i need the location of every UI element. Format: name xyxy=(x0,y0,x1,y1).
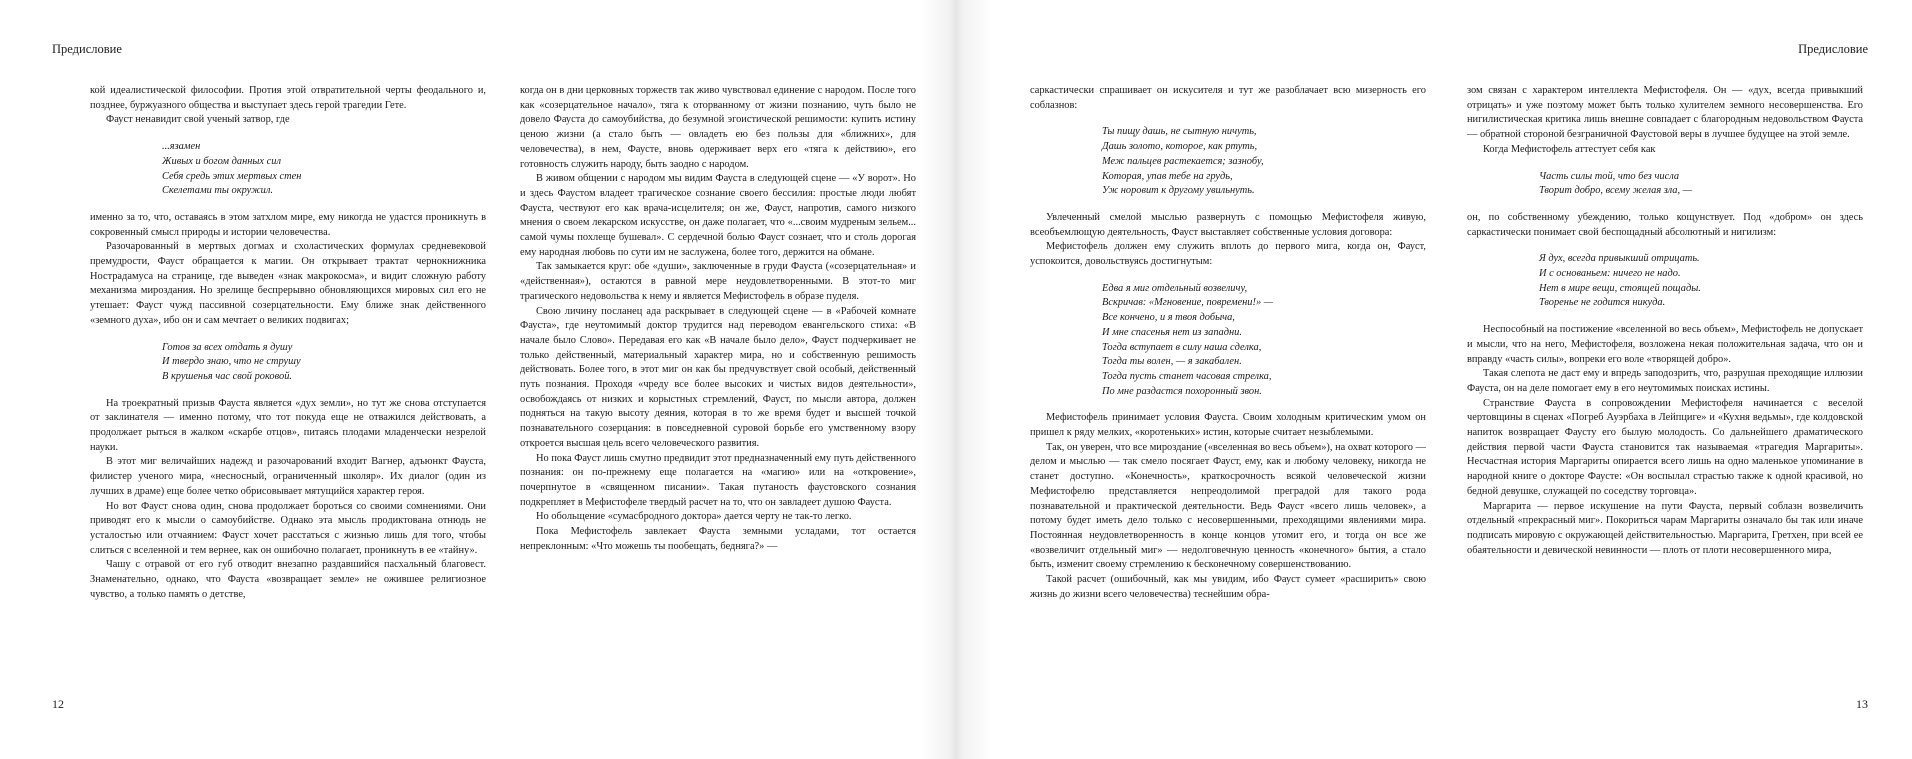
paragraph: Когда Мефистофель аттестует себя как xyxy=(1483,143,1656,155)
paragraph: Но обольщение «сумасбродного доктора» дается черту не так-то легко. xyxy=(536,511,852,523)
paragraph: Свою личину посланец ада раскрывает в следующей сцене — в «Рабочей комнате Фауста», где неутомимый доктор трудится над переводом евангельского стиха: «В начале было Слово». Передавая его как «В начале было дело», Фауст подчеркивает не только действенный, материальный характер мира, но и собственную решимость действовать. Более того, в этот миг он как бы предчувствует свой особый, действенный путь познания. Проходя «чреду все более высоких и чистых видов деятельности», освобождаясь от низких и корыстных стремлений, Фауст, по мысли автора, должен подняться на такую высоту деяния, которая в то же время будет и высшей точкой познавательного созерцания: в повседневной суровой борьбе его умственному взору откроется высшая цель всего человеческого развития. xyxy=(520,305,916,449)
verse-quote xyxy=(162,341,486,385)
verse-line: Нет в мире вещи, стоящей пощады. xyxy=(1539,282,1701,294)
book-gutter-shadow xyxy=(920,0,992,759)
page-number: 12 xyxy=(52,697,64,711)
paragraph: Разочарованный в мертвых догмах и схоластических формулах средневековой премудрости, Фауст обращается к магии. Он открывает трактат чернокнижника Нострадамуса на странице, где выведен «знак макрокосма», и видит сложную работу механизма мироздания. Но зрелище беспрерывно обновляющихся мировых сил его не утешает: Фауст чужд пассивной созерцательности. Ему ближе знак действенного «земного духа», ибо он и сам мечтает о великих подвигах; xyxy=(90,241,486,326)
paragraph: Такой расчет (ошибочный, как мы увидим, ибо Фауст сумеет «расширить» свою жизнь до жизни всего человечества) теснейшим обра- xyxy=(1030,574,1426,600)
paragraph: саркастически спрашивает он искусителя и тут же разоблачает всю мизерность его соблазнов: xyxy=(1030,85,1426,111)
verse-quote xyxy=(1539,252,1863,311)
verse-line: Едва я миг отдельный возвеличу, xyxy=(1102,282,1248,294)
verse-line: Тогда вступает в силу наша сделка, xyxy=(1102,341,1262,353)
page-number: 13 xyxy=(1856,697,1868,711)
verse-line: В крушенья час свой роковой. xyxy=(162,370,292,382)
paragraph: В этот миг величайших надежд и разочарований входит Вагнер, адъюнкт Фауста, филистер ученого мира, «несносный, ограниченный школяр». Их диалог (один из лучших в драме) еще более четко обрисовывает мятущийся характер героя. xyxy=(90,456,486,497)
paragraph: Странствие Фауста в сопровождении Мефистофеля начинается с веселой чертовщины в сценах «Погреб Ауэрбаха в Лейпциге» и «Кухня ведьмы», где колдовской напиток возвращает Фаусту его былую молодость. Со дальнейшего драматического действия первой части Фауста становится так называемая «трагедия Маргариты». Несчастная история Маргариты опирается всего лишь на одно маленькое упоминание в народной книге о докторе Фаусте: «Он воспылал страстью также к одной красивой, но бедной девушке, служащей по соседству торговца». xyxy=(1467,397,1863,497)
text-column-2 xyxy=(1467,84,1863,679)
paragraph: В живом общении с народом мы видим Фауста в следующей сцене — «У ворот». Но и здесь Фаустом владеет трагическое сознание своего бессилия: простые люди любят Фауста, чествуют его как врача-исцелителя; он же, Фауст, напротив, самого низкого мнения о своем лекарском искусстве, он даже полагает, что «...своим мудреным зельем... самой чумы похлеще бушевал». С сердечной болью Фауст сознает, что и столь дорогая ему народная любовь по сути им не заслужена, более того, держится на обмане. xyxy=(520,173,916,258)
verse-line: Себя средь этих мертвых стен xyxy=(162,170,302,182)
paragraph: когда он в дни церковных торжеств так живо чувствовал единение с народом. После того как «созерцательное начало», тяга к оторванному от жизни познанию, чуть было не довело Фауста до самоубийства, до безумной эгоистической решимости: купить истину ценою жизни (а стало быть — овладеть ею без пользы для «ближних», для человечества), в нем, Фаусте, вновь одерживает верх его «тяга к действию», его готовность служить народу, быть заодно с народом. xyxy=(520,85,916,170)
text-column-2 xyxy=(520,84,916,679)
verse-line: И с основаньем: ничего не надо. xyxy=(1539,268,1681,280)
verse-line: Все кончено, и я твоя добыча, xyxy=(1102,312,1235,324)
paragraph: Увлеченный смелой мыслью развернуть с помощью Мефистофеля живую, всеобъемлющую деятельность, Фауст выставляет собственные условия договора: xyxy=(1030,211,1426,238)
verse-quote xyxy=(162,140,486,199)
paragraph: Такая слепота не даст ему и впредь заподозрить, что, разрушая преходящие иллюзии Фауста, он на деле помогает ему в его неутомимых поисках истины. xyxy=(1467,368,1863,394)
text-column-1 xyxy=(1030,84,1426,679)
verse-line: ...язамен xyxy=(162,141,201,153)
text-column-1 xyxy=(90,84,486,679)
verse-line: Я дух, всегда привыкший отрицать. xyxy=(1539,253,1700,265)
paragraph: Пока Мефистофель завлекает Фауста земными усладами, тот остается непреклонным: «Что можешь ты пообещать, бедняга?» — xyxy=(520,526,916,552)
verse-line: По мне раздастся похоронный звон. xyxy=(1102,385,1262,397)
paragraph: Мефистофель принимает условия Фауста. Своим холодным критическим умом он пришел к ряду мелких, «коротеньких» истин, которые считает незыблемыми. xyxy=(1030,412,1426,439)
paragraph: Так, он уверен, что все мироздание («вселенная во весь объем»), на охват которого — делом и мыслью — так смело посягает Фауст, ему, как и любому человеку, никогда не станет доступно. «Конечность», краткосрочность всякой человеческой жизни Мефистофелю представляется непреодолимой преградой для такого рода познавательной и практической деятельности. Ведь Фауст «всего лишь человек», а потому будет иметь дело только с несовершенными, преходящими явлениями мира. Постоянная неудовлетворенность в конце концов утомит его, и тогда он все же «возвеличит отдельный миг» — недолговечную ценность «конечного» бытия, а стало быть, изменит своему стремлению к бесконечному совершенствованию. xyxy=(1030,441,1426,571)
right-page xyxy=(956,0,1912,759)
verse-line: Готов за всех отдать я душу xyxy=(162,341,293,353)
verse-line: И твердо знаю, что не струшу xyxy=(162,356,301,368)
running-head: Предисловие xyxy=(52,42,122,56)
verse-line: Творенье не годится никуда. xyxy=(1539,297,1666,309)
paragraph: зом связан с характером интеллекта Мефистофеля. Он — «дух, всегда привыкший отрицать» и уже поэтому может быть только хулителем земного несовершенства. Его нигилистическая критика лишь внешне совпадает с благородным недовольством Фауста — обратной стороной безграничной Фаустовой веры в лучшее будущее на этой земле. xyxy=(1467,85,1863,141)
verse-line: Меж пальцев растекается; зазнобу, xyxy=(1102,155,1264,167)
verse-line: Живых и богом данных сил xyxy=(162,155,281,167)
paragraph: Но пока Фауст лишь смутно предвидит этот предназначенный ему путь действенного познания: он по-прежнему еще полагается на «магию» или на «откровение», почерпнутое в «священном писании». Такая путаность фаустовского сознания подкрепляет в Мефистофеле твердый расчет на то, что он завладеет душою Фауста. xyxy=(520,452,916,508)
verse-line: Ты пищу дашь, не сытную ничуть, xyxy=(1102,126,1257,138)
verse-line: Тогда ты волен, — я закабален. xyxy=(1102,356,1242,368)
paragraph: Фауст ненавидит свой ученый затвор, где xyxy=(106,114,290,126)
verse-quote xyxy=(1102,282,1426,400)
paragraph: он, по собственному убеждению, только кощунствует. Под «добром» он здесь саркастически понимает свой беспощадный абсолютный и нигилизм: xyxy=(1467,211,1863,238)
verse-line: Тогда пусть станет часовая стрелка, xyxy=(1102,370,1272,382)
verse-line: Творит добро, всему желая зла, — xyxy=(1539,185,1692,197)
verse-line: Дашь золото, которое, как ртуть, xyxy=(1102,141,1258,153)
verse-line: Вскричав: «Мгновение, повремени!» — xyxy=(1102,297,1273,309)
paragraph: Чашу с отравой от его губ отводит внезапно раздавшийся пасхальный благовест. Знаменательно, однако, что Фауста «возвращает земле» не ожившее религиозное чувство, а только память о детстве, xyxy=(90,559,486,600)
paragraph: Неспособный на постижение «вселенной во весь объем», Мефистофель не допускает и мысли, что на него, Мефистофеля, возложена некая положительная задача, что он и вправду «часть силы», вопреки его воле «творящей добро». xyxy=(1467,324,1863,365)
paragraph: На троекратный призыв Фауста является «дух земли», но тут же снова отступается от заклинателя — именно потому, что тот покуда еще не отважился действовать, а продолжает рыться в жалком «скарбе отцов», питаясь плодами младенчески незрелой науки. xyxy=(90,397,486,453)
verse-line: Уж норовит к другому увильнуть. xyxy=(1102,185,1255,197)
verse-quote xyxy=(1539,170,1863,199)
paragraph: Так замыкается круг: обе «души», заключенные в груди Фауста («созерцательная» и «действенная»), остаются в равной мере неудовлетворенными. В этот-то миг трагического недовольства к нему и является Мефистофель в образе пуделя. xyxy=(520,261,916,302)
paragraph: Маргарита — первое искушение на пути Фауста, первый соблазн возвеличить отдельный «прекрасный миг». Покориться чарам Маргариты означало бы так или иначе подписать мировую с окружающей действительностью. Маргарита, Гретхен, при всей ее обаятельности и девической невинности — плоть от плоти несовершенного мира, xyxy=(1467,500,1863,556)
verse-line: Часть силы той, что без числа xyxy=(1539,170,1680,182)
paragraph: именно за то, что, оставаясь в этом затхлом мире, ему никогда не удастся проникнуть в сокровенный смысл природы и истории человечества. xyxy=(90,211,486,238)
paragraph: Но вот Фауст снова один, снова продолжает бороться со своими сомнениями. Они приводят его к мысли о самоубийстве. Однако эта мысль продиктована отнюдь не усталостью или отчаянием: Фауст хочет расстаться с жизнью лишь для того, чтобы слиться с вселенной и тем вернее, как он ошибочно полагает, проникнуть в ее «тайну». xyxy=(90,500,486,556)
running-head: Предисловие xyxy=(1798,42,1868,56)
paragraph: Мефистофель должен ему служить вплоть до первого мига, когда он, Фауст, успокоится, довольствуясь достигнутым: xyxy=(1030,241,1426,268)
verse-line: И мне спасенья нет из западни. xyxy=(1102,326,1242,338)
verse-quote xyxy=(1102,125,1426,199)
paragraph: кой идеалистической философии. Протия этой отвратительной черты феодального и, позднее, буржуазного общества и выступает здесь герой трагедии Гете. xyxy=(90,85,486,111)
verse-line: Которая, упав тебе на грудь, xyxy=(1102,170,1233,182)
verse-line: Скелетами ты окружил. xyxy=(162,185,273,197)
